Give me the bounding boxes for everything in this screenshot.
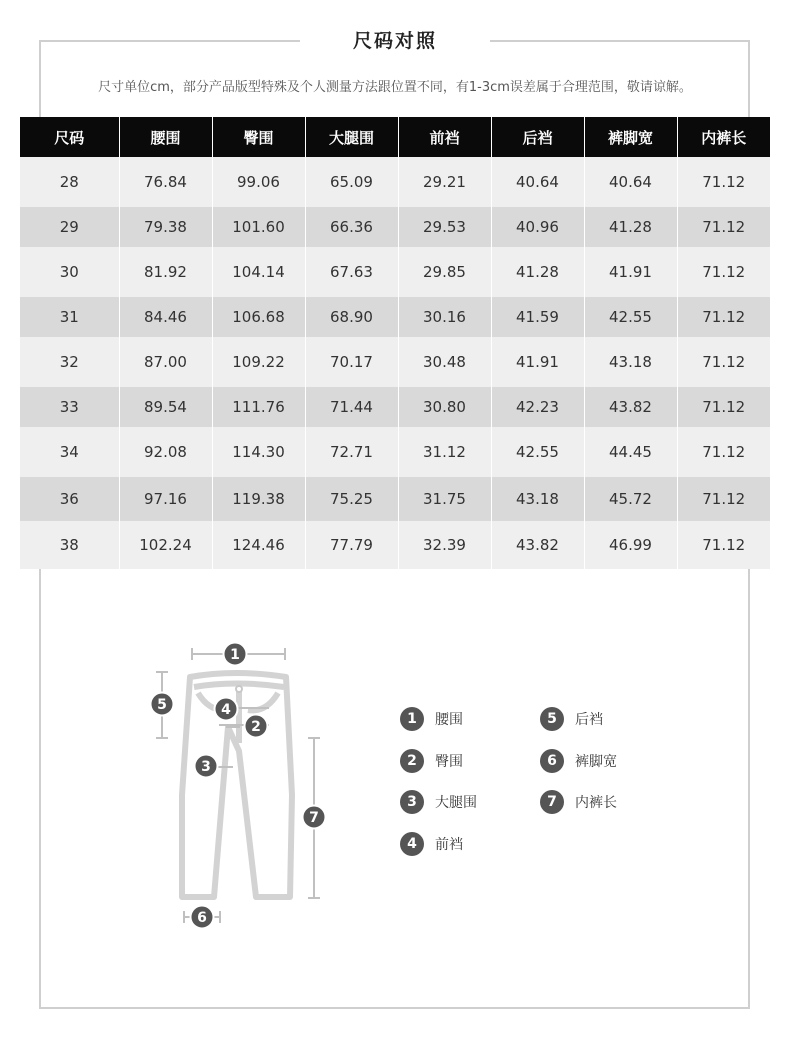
measurement-cell: 71.12 <box>677 157 770 207</box>
measurement-cell: 71.44 <box>305 387 398 427</box>
svg-text:5: 5 <box>157 697 167 713</box>
table-row <box>20 427 770 477</box>
measurement-cell: 109.22 <box>212 337 305 387</box>
measurement-cell: 102.24 <box>119 521 212 569</box>
legend-label: 大腿围 <box>435 795 477 811</box>
table-row <box>20 247 770 297</box>
measurement-cell: 42.23 <box>491 387 584 427</box>
measurement-cell: 41.91 <box>491 337 584 387</box>
measurement-cell: 41.28 <box>584 207 677 247</box>
size-cell: 29 <box>20 207 119 247</box>
legend-number-badge: 5 <box>540 707 564 731</box>
measurement-cell: 77.79 <box>305 521 398 569</box>
column-header: 裤脚宽 <box>584 117 677 157</box>
legend-number-badge: 1 <box>400 707 424 731</box>
legend-item <box>540 706 603 732</box>
measurement-cell: 45.72 <box>584 477 677 521</box>
column-header: 臀围 <box>212 117 305 157</box>
measurement-cell: 71.12 <box>677 427 770 477</box>
measurement-cell: 119.38 <box>212 477 305 521</box>
legend-label: 后裆 <box>575 712 603 728</box>
size-cell: 34 <box>20 427 119 477</box>
legend-number-badge: 6 <box>540 749 564 773</box>
diagram-marker-6 <box>191 906 214 929</box>
measurement-cell: 43.18 <box>584 337 677 387</box>
legend-item <box>400 789 477 815</box>
measurement-cell: 30.80 <box>398 387 491 427</box>
measurement-cell: 29.53 <box>398 207 491 247</box>
diagram-marker-4 <box>215 698 238 721</box>
measurement-cell: 43.82 <box>491 521 584 569</box>
table-row <box>20 521 770 569</box>
measurement-cell: 92.08 <box>119 427 212 477</box>
measurement-cell: 97.16 <box>119 477 212 521</box>
measurement-cell: 99.06 <box>212 157 305 207</box>
size-cell: 36 <box>20 477 119 521</box>
measurement-cell: 101.60 <box>212 207 305 247</box>
measurement-cell: 89.54 <box>119 387 212 427</box>
size-cell: 32 <box>20 337 119 387</box>
table-row <box>20 157 770 207</box>
measurement-cell: 124.46 <box>212 521 305 569</box>
legend-number-badge: 4 <box>400 832 424 856</box>
size-cell: 31 <box>20 297 119 337</box>
measurement-cell: 43.82 <box>584 387 677 427</box>
measurement-cell: 44.45 <box>584 427 677 477</box>
measurement-cell: 79.38 <box>119 207 212 247</box>
measurement-cell: 32.39 <box>398 521 491 569</box>
measurement-cell: 87.00 <box>119 337 212 387</box>
diagram-marker-5 <box>151 693 174 716</box>
measurement-legend <box>400 706 700 866</box>
measurement-cell: 40.96 <box>491 207 584 247</box>
pants-illustration <box>140 635 360 935</box>
measurement-cell: 31.12 <box>398 427 491 477</box>
measurement-cell: 29.21 <box>398 157 491 207</box>
measurement-cell: 76.84 <box>119 157 212 207</box>
measurement-cell: 106.68 <box>212 297 305 337</box>
measurement-cell: 104.14 <box>212 247 305 297</box>
measurement-cell: 46.99 <box>584 521 677 569</box>
table-row <box>20 477 770 521</box>
page-title: 尺码对照 <box>352 30 437 52</box>
measurement-cell: 71.12 <box>677 247 770 297</box>
legend-number-badge: 2 <box>400 749 424 773</box>
measurement-cell: 43.18 <box>491 477 584 521</box>
table-row <box>20 387 770 427</box>
measurement-cell: 71.12 <box>677 297 770 337</box>
legend-item <box>540 789 617 815</box>
svg-text:6: 6 <box>197 910 207 926</box>
legend-number-badge: 3 <box>400 790 424 814</box>
measurement-cell: 40.64 <box>491 157 584 207</box>
size-table <box>20 117 770 569</box>
diagram-marker-1 <box>224 643 247 666</box>
measurement-cell: 41.59 <box>491 297 584 337</box>
measurement-cell: 111.76 <box>212 387 305 427</box>
column-header: 内裤长 <box>677 117 770 157</box>
measurement-cell: 114.30 <box>212 427 305 477</box>
legend-item <box>540 748 617 774</box>
measurement-cell: 30.48 <box>398 337 491 387</box>
legend-label: 前裆 <box>435 837 463 853</box>
measurement-cell: 71.12 <box>677 387 770 427</box>
measurement-cell: 41.28 <box>491 247 584 297</box>
measurement-cell: 70.17 <box>305 337 398 387</box>
measurement-cell: 71.12 <box>677 337 770 387</box>
measurement-cell: 72.71 <box>305 427 398 477</box>
legend-item <box>400 748 463 774</box>
measurement-note: 尺寸单位cm，部分产品版型特殊及个人测量方法跟位置不同，有1-3cm误差属于合理范围，敬请谅解。 <box>98 80 692 95</box>
button-icon <box>236 686 242 692</box>
diagram-marker-7 <box>303 806 326 829</box>
legend-label: 腰围 <box>435 712 463 728</box>
measurement-cell: 71.12 <box>677 207 770 247</box>
size-cell: 28 <box>20 157 119 207</box>
column-header: 后裆 <box>491 117 584 157</box>
column-header: 腰围 <box>119 117 212 157</box>
table-header-row <box>20 117 770 157</box>
legend-item <box>400 706 463 732</box>
measurement-cell: 65.09 <box>305 157 398 207</box>
diagram-marker-3 <box>195 755 218 778</box>
legend-item <box>400 831 463 857</box>
diagram-marker-2 <box>245 715 268 738</box>
measurement-cell: 30.16 <box>398 297 491 337</box>
measurement-cell: 71.12 <box>677 477 770 521</box>
measurement-cell: 42.55 <box>491 427 584 477</box>
legend-label: 臀围 <box>435 754 463 770</box>
table-row <box>20 207 770 247</box>
measurement-cell: 75.25 <box>305 477 398 521</box>
legend-number-badge: 7 <box>540 790 564 814</box>
measurement-cell: 41.91 <box>584 247 677 297</box>
measurement-cell: 42.55 <box>584 297 677 337</box>
column-header: 前裆 <box>398 117 491 157</box>
table-row <box>20 337 770 387</box>
measurement-cell: 68.90 <box>305 297 398 337</box>
column-header: 尺码 <box>20 117 119 157</box>
column-header: 大腿围 <box>305 117 398 157</box>
legend-label: 裤脚宽 <box>575 754 617 770</box>
size-cell: 30 <box>20 247 119 297</box>
measurement-cell: 40.64 <box>584 157 677 207</box>
measurement-cell: 31.75 <box>398 477 491 521</box>
svg-text:7: 7 <box>309 810 319 826</box>
size-cell: 33 <box>20 387 119 427</box>
size-cell: 38 <box>20 521 119 569</box>
pants-diagram <box>140 635 360 935</box>
measurement-cell: 71.12 <box>677 521 770 569</box>
table-row <box>20 297 770 337</box>
measurement-cell: 67.63 <box>305 247 398 297</box>
legend-label: 内裤长 <box>575 795 617 811</box>
measurement-cell: 84.46 <box>119 297 212 337</box>
svg-text:3: 3 <box>201 759 211 775</box>
svg-text:4: 4 <box>221 702 231 718</box>
svg-text:2: 2 <box>251 719 261 735</box>
title-container <box>300 24 490 58</box>
measurement-cell: 81.92 <box>119 247 212 297</box>
measurement-cell: 29.85 <box>398 247 491 297</box>
svg-text:1: 1 <box>230 647 240 663</box>
measurement-cell: 66.36 <box>305 207 398 247</box>
